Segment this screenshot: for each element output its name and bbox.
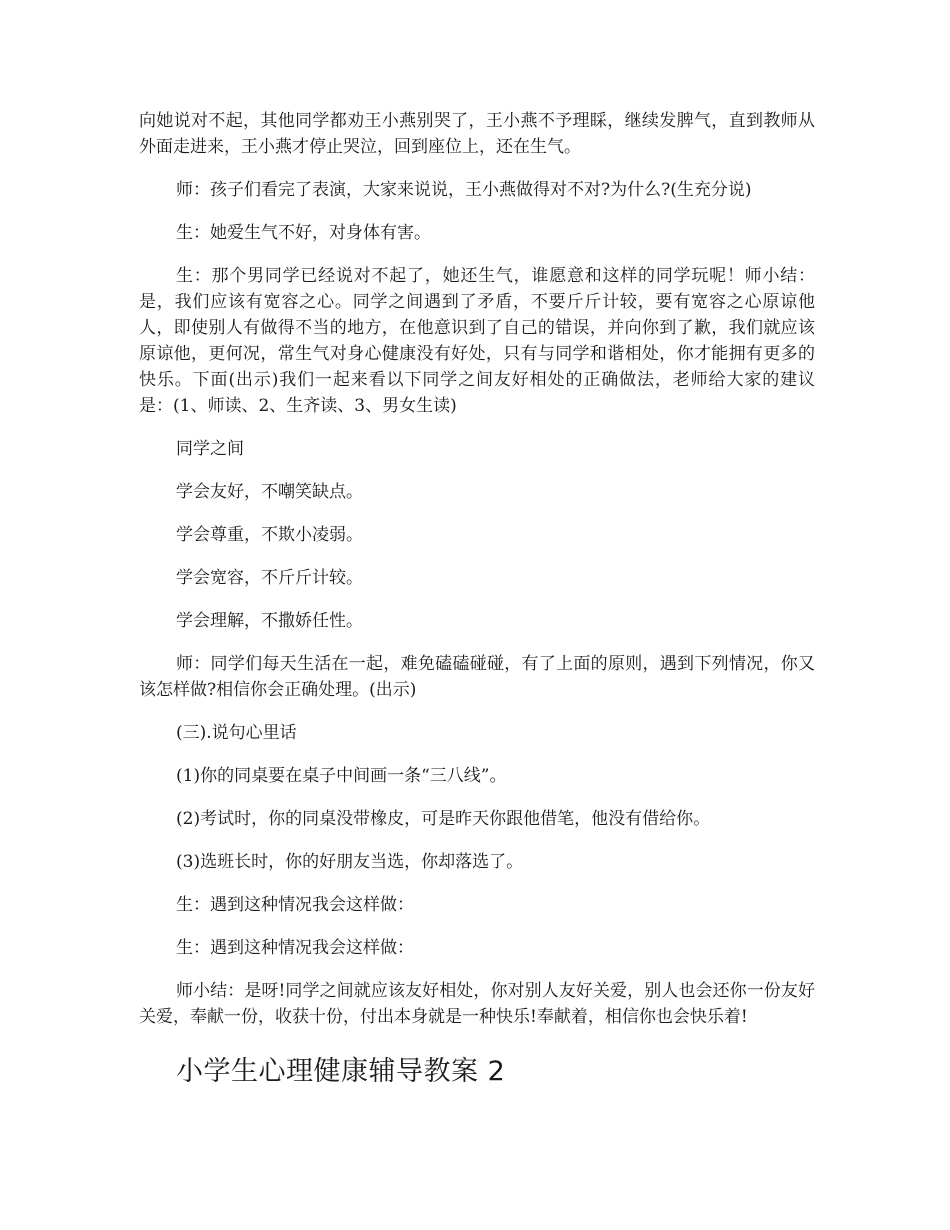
paragraph-scenario: (3)选班长时，你的好朋友当选，你却落选了。 [176, 852, 524, 872]
paragraph-teacher-conclusion: 师小结：是呀!同学之间就应该友好相处，你对别人友好关爱，别人也会还你一份友好关爱，奉献一份，收获十份，付出本身就是一种快乐!奉献着，相信你也会快乐着! [139, 981, 815, 1027]
paragraph-student-answer: 生：她爱生气不好，对身体有害。 [176, 223, 431, 243]
paragraph-teacher-prompt: 师：同学们每天生活在一起，难免磕磕碰碰，有了上面的原则，遇到下列情况，你又该怎样做?相信你会正确处理。(出示) [139, 654, 815, 700]
paragraph-principle: 学会宽容，不斤斤计较。 [176, 568, 363, 588]
paragraph-scenario: (1)你的同桌要在桌子中间画一条“三八线”。 [176, 766, 507, 786]
section-heading: 小学生心理健康辅导教案 2 [176, 1056, 506, 1087]
paragraph-section-title: (三).说句心里话 [176, 723, 297, 743]
paragraph-principle: 学会理解，不撒娇任性。 [176, 611, 363, 631]
document-page [139, 108, 815, 1090]
paragraph-student-response: 生：遇到这种情况我会这样做： [176, 938, 414, 958]
paragraph-principle: 学会友好，不嘲笑缺点。 [176, 482, 363, 502]
paragraph-continuation: 向她说对不起，其他同学都劝王小燕别哭了，王小燕不予理睬，继续发脾气，直到教师从外面走进来，王小燕才停止哭泣，回到座位上，还在生气。 [139, 111, 815, 157]
paragraph-teacher-summary: 生：那个男同学已经说对不起了，她还生气，谁愿意和这样的同学玩呢！师小结：是，我们应该有宽容之心。同学之间遇到了矛盾，不要斤斤计较，要有宽容之心原谅他人，即使别人有做得不当的地方，在他意识到了自己的错误，并向你到了歉，我们就应该原谅他，更何况，常生气对身心健康没有好处，只有与同学和谐相处，你才能拥有更多的快乐。下面(出示)我们一起来看以下同学之间友好相处的正确做法，老师给大家的建议是：(1、师读、2、生齐读、3、男女生读) [139, 266, 815, 416]
paragraph-principle: 学会尊重，不欺小凌弱。 [176, 525, 363, 545]
paragraph-teacher-question: 师：孩子们看完了表演，大家来说说，王小燕做得对不对?为什么?(生充分说) [176, 180, 752, 200]
paragraph-scenario: (2)考试时，你的同桌没带橡皮，可是昨天你跟他借笔，他没有借给你。 [176, 809, 711, 829]
paragraph-student-response: 生：遇到这种情况我会这样做： [176, 895, 414, 915]
paragraph-principles-title: 同学之间 [176, 439, 244, 459]
